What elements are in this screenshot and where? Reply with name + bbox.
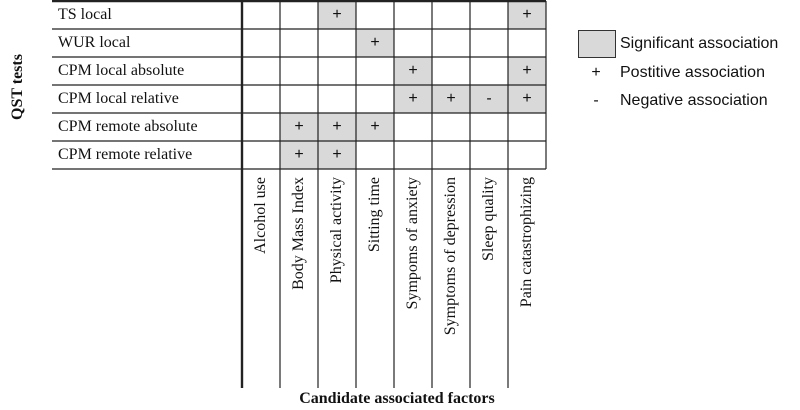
column-label: Physical activity [328, 177, 345, 284]
positive-mark: + [408, 90, 418, 107]
row-label: TS local [58, 6, 112, 23]
column-label: Symptoms of depression [442, 177, 459, 336]
legend-label: Postitive association [620, 64, 765, 81]
row-label: WUR local [58, 34, 131, 51]
positive-mark: + [370, 118, 380, 135]
positive-mark: + [332, 6, 342, 23]
positive-mark: + [522, 6, 532, 23]
positive-mark: + [370, 34, 380, 51]
row-label: CPM local absolute [58, 62, 185, 79]
legend-symbol: - [593, 92, 599, 109]
legend-label: Significant association [620, 35, 779, 52]
positive-mark: + [446, 90, 456, 107]
negative-mark: - [486, 90, 492, 107]
y-axis-title: QST tests [9, 54, 26, 120]
x-axis-title: Candidate associated factors [299, 390, 495, 407]
legend-swatch [578, 30, 616, 58]
positive-mark: + [332, 118, 342, 135]
row-label: CPM remote relative [58, 146, 193, 163]
column-label: Body Mass Index [290, 177, 307, 290]
positive-mark: + [294, 146, 304, 163]
row-label: CPM remote absolute [58, 118, 198, 135]
positive-mark: + [332, 146, 342, 163]
legend-symbol: + [591, 64, 601, 81]
positive-mark: + [294, 118, 304, 135]
column-label: Sympoms of anxiety [404, 177, 421, 310]
row-label: CPM local relative [58, 90, 179, 107]
column-label: Pain catastrophizing [518, 177, 535, 308]
positive-mark: + [522, 62, 532, 79]
legend-label: Negative association [620, 92, 768, 109]
positive-mark: + [522, 90, 532, 107]
column-label: Sitting time [366, 177, 383, 253]
positive-mark: + [408, 62, 418, 79]
column-label: Alcohol use [252, 177, 269, 254]
column-label: Sleep quality [480, 177, 497, 261]
